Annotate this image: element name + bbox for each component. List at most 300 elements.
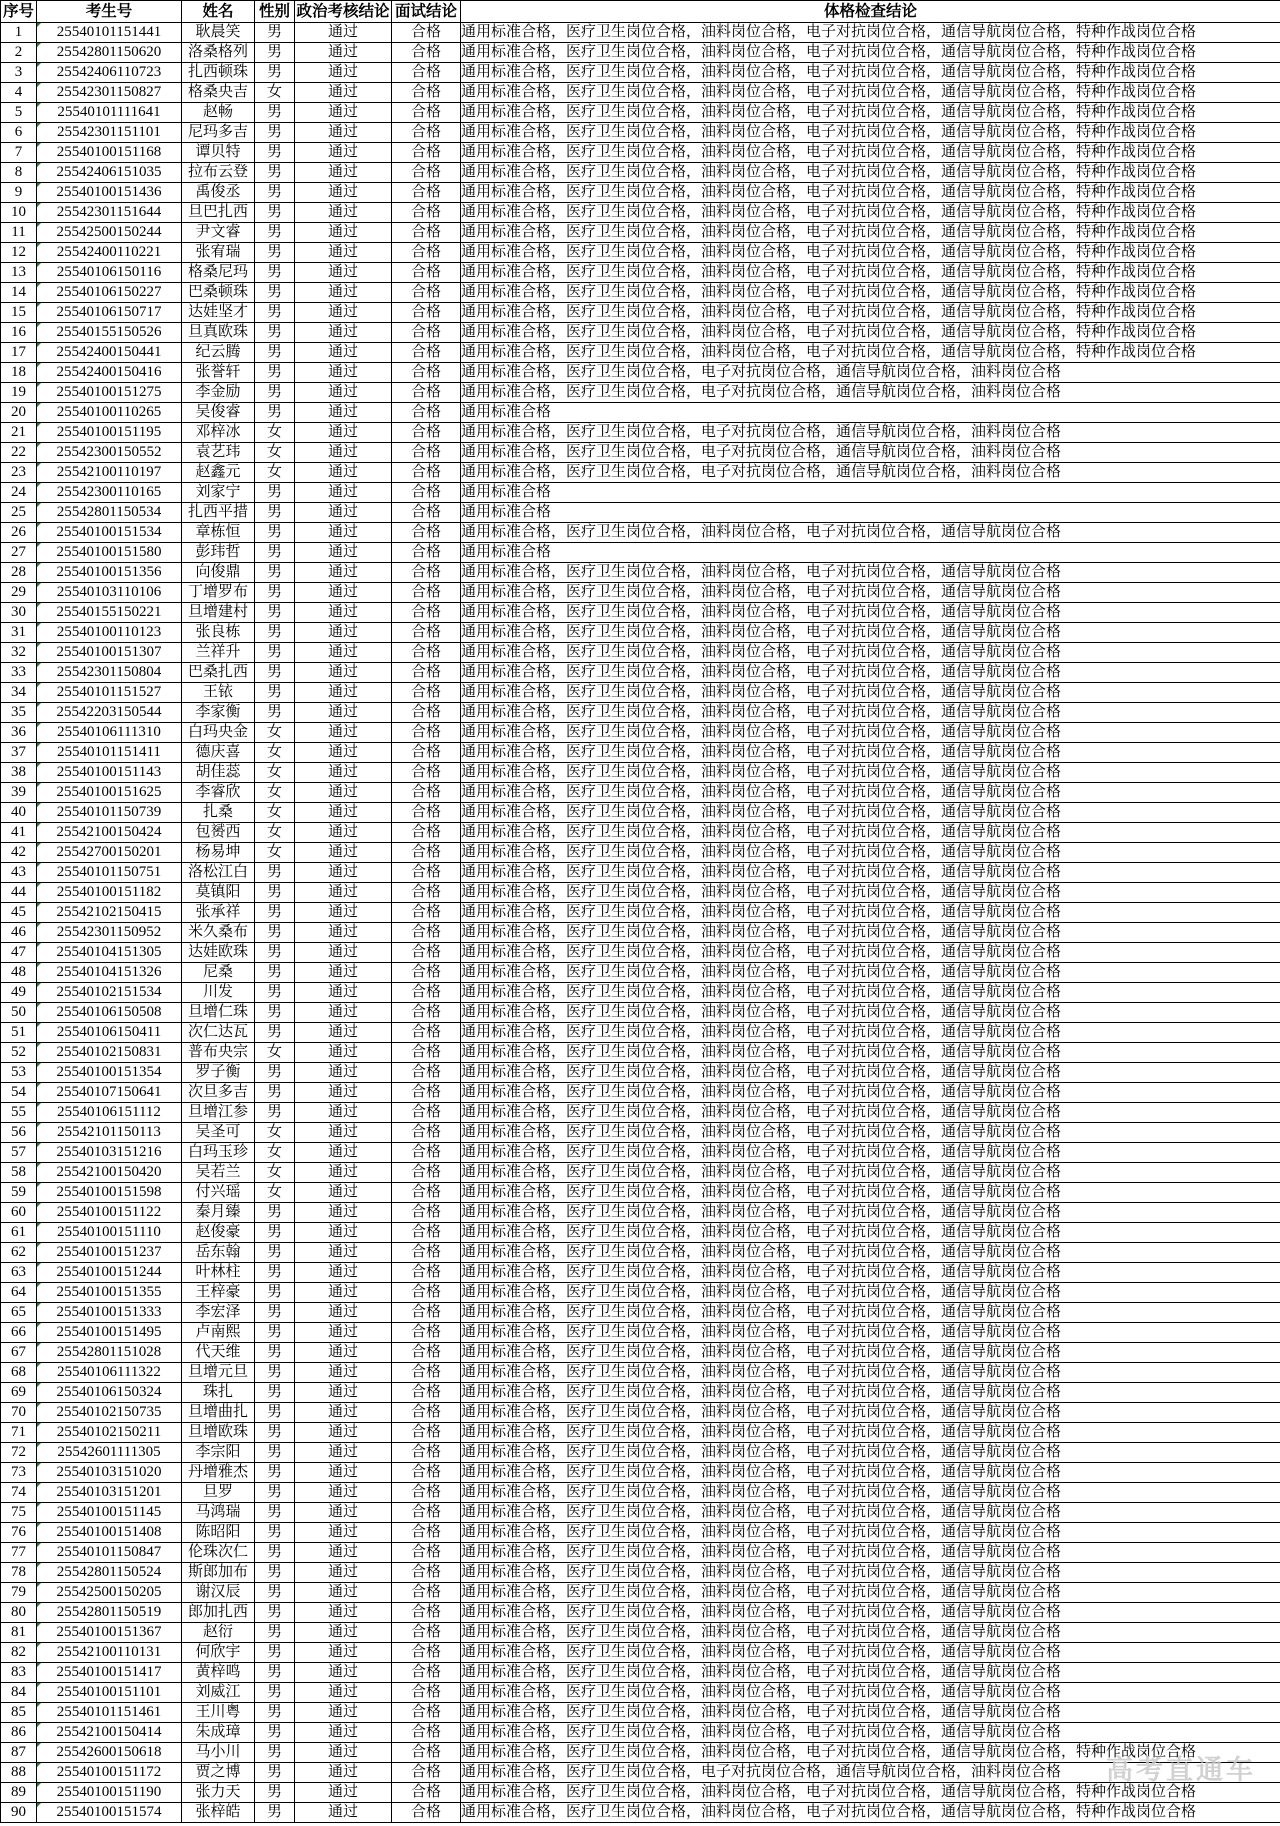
text-number-warning-icon — [37, 823, 41, 827]
table-row — [1, 1803, 1280, 1823]
cell-candidate-id: 25540106151112 — [37, 1103, 182, 1123]
table-row — [1, 103, 1280, 123]
cell-gender: 男 — [255, 983, 295, 1003]
cell-candidate-name: 张良栋 — [182, 623, 255, 643]
cell-gender: 男 — [255, 1783, 295, 1803]
cell-candidate-name: 旦增欧珠 — [182, 1423, 255, 1443]
cell-physical-exam-conclusion: 通用标准合格，医疗卫生岗位合格，油料岗位合格，电子对抗岗位合格，通信导航岗位合格，特种作战岗位合格 — [461, 203, 1280, 223]
cell-physical-exam-conclusion: 通用标准合格，医疗卫生岗位合格，油料岗位合格，电子对抗岗位合格，通信导航岗位合格 — [461, 523, 1280, 543]
cell-interview-result: 合格 — [392, 263, 461, 283]
cell-candidate-id: 25540100151495 — [37, 1323, 182, 1343]
cell-sequence-number: 23 — [1, 463, 37, 483]
cell-candidate-name: 白玛央金 — [182, 723, 255, 743]
cell-candidate-name: 耿晨笑 — [182, 23, 255, 43]
text-number-warning-icon — [37, 143, 41, 147]
cell-political-review-result: 通过 — [295, 1323, 392, 1343]
cell-sequence-number: 89 — [1, 1783, 37, 1803]
cell-candidate-name: 向俊鼎 — [182, 563, 255, 583]
cell-physical-exam-conclusion: 通用标准合格 — [461, 483, 1280, 503]
text-number-warning-icon — [37, 203, 41, 207]
cell-interview-result: 合格 — [392, 1683, 461, 1703]
cell-physical-exam-conclusion: 通用标准合格，医疗卫生岗位合格，油料岗位合格，电子对抗岗位合格，通信导航岗位合格 — [461, 843, 1280, 863]
table-row — [1, 403, 1280, 423]
cell-physical-exam-conclusion: 通用标准合格，医疗卫生岗位合格，油料岗位合格，电子对抗岗位合格，通信导航岗位合格 — [461, 1543, 1280, 1563]
cell-physical-exam-conclusion: 通用标准合格，医疗卫生岗位合格，油料岗位合格，电子对抗岗位合格，通信导航岗位合格 — [461, 643, 1280, 663]
table-row — [1, 1763, 1280, 1783]
cell-candidate-name: 赵鑫元 — [182, 463, 255, 483]
cell-sequence-number: 73 — [1, 1463, 37, 1483]
cell-sequence-number: 5 — [1, 103, 37, 123]
text-number-warning-icon — [37, 263, 41, 267]
cell-gender: 男 — [255, 363, 295, 383]
cell-gender: 男 — [255, 1203, 295, 1223]
table-row — [1, 1743, 1280, 1763]
text-number-warning-icon — [37, 1563, 41, 1567]
cell-sequence-number: 85 — [1, 1703, 37, 1723]
cell-candidate-name: 旦真欧珠 — [182, 323, 255, 343]
cell-political-review-result: 通过 — [295, 1203, 392, 1223]
cell-candidate-name: 旦增建村 — [182, 603, 255, 623]
table-row — [1, 583, 1280, 603]
cell-candidate-name: 丁增罗布 — [182, 583, 255, 603]
cell-candidate-name: 洛松江白 — [182, 863, 255, 883]
cell-candidate-id: 25540100151598 — [37, 1183, 182, 1203]
cell-physical-exam-conclusion: 通用标准合格，医疗卫生岗位合格，油料岗位合格，电子对抗岗位合格，通信导航岗位合格 — [461, 1463, 1280, 1483]
cell-sequence-number: 72 — [1, 1443, 37, 1463]
cell-candidate-id: 25540100151417 — [37, 1663, 182, 1683]
cell-physical-exam-conclusion: 通用标准合格，医疗卫生岗位合格，油料岗位合格，电子对抗岗位合格，通信导航岗位合格 — [461, 803, 1280, 823]
cell-interview-result: 合格 — [392, 203, 461, 223]
cell-sequence-number: 35 — [1, 703, 37, 723]
cell-interview-result: 合格 — [392, 843, 461, 863]
cell-sequence-number: 21 — [1, 423, 37, 443]
cell-candidate-id: 25540104151326 — [37, 963, 182, 983]
cell-physical-exam-conclusion: 通用标准合格，医疗卫生岗位合格，油料岗位合格，电子对抗岗位合格，通信导航岗位合格 — [461, 743, 1280, 763]
cell-physical-exam-conclusion: 通用标准合格，医疗卫生岗位合格，油料岗位合格，电子对抗岗位合格，通信导航岗位合格 — [461, 923, 1280, 943]
column-header-seq: 序号 — [1, 1, 37, 23]
cell-candidate-name: 白玛玉珍 — [182, 1143, 255, 1163]
cell-gender: 女 — [255, 823, 295, 843]
text-number-warning-icon — [37, 543, 41, 547]
table-row — [1, 523, 1280, 543]
text-number-warning-icon — [37, 1543, 41, 1547]
text-number-warning-icon — [37, 423, 41, 427]
text-number-warning-icon — [37, 463, 41, 467]
cell-interview-result: 合格 — [392, 343, 461, 363]
cell-sequence-number: 75 — [1, 1503, 37, 1523]
cell-gender: 男 — [255, 1243, 295, 1263]
table-row — [1, 1043, 1280, 1063]
cell-gender: 女 — [255, 763, 295, 783]
table-row — [1, 1403, 1280, 1423]
cell-interview-result: 合格 — [392, 163, 461, 183]
table-row — [1, 283, 1280, 303]
cell-physical-exam-conclusion: 通用标准合格，医疗卫生岗位合格，油料岗位合格，电子对抗岗位合格，通信导航岗位合格 — [461, 1323, 1280, 1343]
cell-candidate-name: 张宥瑞 — [182, 243, 255, 263]
cell-physical-exam-conclusion: 通用标准合格，医疗卫生岗位合格，油料岗位合格，电子对抗岗位合格，通信导航岗位合格，特种作战岗位合格 — [461, 63, 1280, 83]
cell-physical-exam-conclusion: 通用标准合格，医疗卫生岗位合格，油料岗位合格，电子对抗岗位合格，通信导航岗位合格，特种作战岗位合格 — [461, 1803, 1280, 1823]
cell-candidate-name: 扎桑 — [182, 803, 255, 823]
cell-interview-result: 合格 — [392, 863, 461, 883]
text-number-warning-icon — [37, 1043, 41, 1047]
cell-gender: 男 — [255, 1603, 295, 1623]
cell-political-review-result: 通过 — [295, 1023, 392, 1043]
cell-gender: 男 — [255, 63, 295, 83]
cell-gender: 男 — [255, 643, 295, 663]
cell-candidate-id: 25540100151354 — [37, 1063, 182, 1083]
cell-physical-exam-conclusion: 通用标准合格，医疗卫生岗位合格，油料岗位合格，电子对抗岗位合格，通信导航岗位合格，特种作战岗位合格 — [461, 263, 1280, 283]
cell-physical-exam-conclusion: 通用标准合格，医疗卫生岗位合格，油料岗位合格，电子对抗岗位合格，通信导航岗位合格 — [461, 863, 1280, 883]
cell-candidate-name: 丹增雅杰 — [182, 1463, 255, 1483]
text-number-warning-icon — [37, 1263, 41, 1267]
text-number-warning-icon — [37, 1103, 41, 1107]
cell-candidate-name: 李金励 — [182, 383, 255, 403]
cell-candidate-id: 25542203150544 — [37, 703, 182, 723]
table-row — [1, 1263, 1280, 1283]
cell-political-review-result: 通过 — [295, 1643, 392, 1663]
cell-sequence-number: 63 — [1, 1263, 37, 1283]
cell-sequence-number: 17 — [1, 343, 37, 363]
cell-physical-exam-conclusion: 通用标准合格，医疗卫生岗位合格，油料岗位合格，电子对抗岗位合格，通信导航岗位合格 — [461, 1123, 1280, 1143]
text-number-warning-icon — [37, 1303, 41, 1307]
cell-candidate-id: 25542100150420 — [37, 1163, 182, 1183]
text-number-warning-icon — [37, 943, 41, 947]
cell-gender: 女 — [255, 1043, 295, 1063]
cell-gender: 男 — [255, 863, 295, 883]
cell-gender: 男 — [255, 703, 295, 723]
cell-interview-result: 合格 — [392, 43, 461, 63]
cell-candidate-id: 25540100151143 — [37, 763, 182, 783]
cell-interview-result: 合格 — [392, 1043, 461, 1063]
cell-interview-result: 合格 — [392, 963, 461, 983]
cell-physical-exam-conclusion: 通用标准合格，医疗卫生岗位合格，油料岗位合格，电子对抗岗位合格，通信导航岗位合格 — [461, 943, 1280, 963]
cell-political-review-result: 通过 — [295, 1303, 392, 1323]
cell-candidate-name: 张誉轩 — [182, 363, 255, 383]
cell-sequence-number: 8 — [1, 163, 37, 183]
cell-gender: 男 — [255, 43, 295, 63]
table-row — [1, 543, 1280, 563]
cell-gender: 男 — [255, 1703, 295, 1723]
cell-interview-result: 合格 — [392, 463, 461, 483]
text-number-warning-icon — [37, 1463, 41, 1467]
cell-sequence-number: 67 — [1, 1343, 37, 1363]
cell-candidate-name: 陈昭阳 — [182, 1523, 255, 1543]
cell-political-review-result: 通过 — [295, 483, 392, 503]
cell-candidate-id: 25542101150113 — [37, 1123, 182, 1143]
cell-interview-result: 合格 — [392, 1503, 461, 1523]
cell-candidate-name: 何欣宇 — [182, 1643, 255, 1663]
cell-gender: 男 — [255, 1563, 295, 1583]
cell-political-review-result: 通过 — [295, 1543, 392, 1563]
text-number-warning-icon — [37, 1443, 41, 1447]
cell-interview-result: 合格 — [392, 1383, 461, 1403]
cell-interview-result: 合格 — [392, 1463, 461, 1483]
cell-political-review-result: 通过 — [295, 1463, 392, 1483]
table-row — [1, 623, 1280, 643]
cell-candidate-id: 25540100151534 — [37, 523, 182, 543]
cell-physical-exam-conclusion: 通用标准合格，医疗卫生岗位合格，油料岗位合格，电子对抗岗位合格，通信导航岗位合格 — [461, 1403, 1280, 1423]
cell-political-review-result: 通过 — [295, 563, 392, 583]
cell-sequence-number: 52 — [1, 1043, 37, 1063]
cell-physical-exam-conclusion: 通用标准合格，医疗卫生岗位合格，油料岗位合格，电子对抗岗位合格，通信导航岗位合格，特种作战岗位合格 — [461, 123, 1280, 143]
cell-sequence-number: 86 — [1, 1723, 37, 1743]
cell-political-review-result: 通过 — [295, 163, 392, 183]
cell-candidate-name: 德庆喜 — [182, 743, 255, 763]
text-number-warning-icon — [37, 1723, 41, 1727]
table-row — [1, 1063, 1280, 1083]
column-header-political-review: 政治考核结论 — [295, 1, 392, 23]
cell-physical-exam-conclusion: 通用标准合格，医疗卫生岗位合格，电子对抗岗位合格，通信导航岗位合格，油料岗位合格 — [461, 1763, 1280, 1783]
cell-sequence-number: 3 — [1, 63, 37, 83]
cell-candidate-name: 伦珠次仁 — [182, 1543, 255, 1563]
cell-physical-exam-conclusion: 通用标准合格，医疗卫生岗位合格，油料岗位合格，电子对抗岗位合格，通信导航岗位合格 — [461, 1423, 1280, 1443]
cell-interview-result: 合格 — [392, 1323, 461, 1343]
cell-candidate-id: 25542400150441 — [37, 343, 182, 363]
cell-physical-exam-conclusion: 通用标准合格 — [461, 503, 1280, 523]
cell-sequence-number: 49 — [1, 983, 37, 1003]
cell-candidate-id: 25540101151411 — [37, 743, 182, 763]
cell-interview-result: 合格 — [392, 1243, 461, 1263]
cell-candidate-id: 25540100151110 — [37, 1223, 182, 1243]
cell-candidate-name: 旦巴扎西 — [182, 203, 255, 223]
cell-sequence-number: 68 — [1, 1363, 37, 1383]
cell-political-review-result: 通过 — [295, 1803, 392, 1823]
cell-candidate-name: 扎西平措 — [182, 503, 255, 523]
table-body — [1, 23, 1280, 1823]
cell-political-review-result: 通过 — [295, 1283, 392, 1303]
cell-interview-result: 合格 — [392, 723, 461, 743]
table-row — [1, 183, 1280, 203]
cell-gender: 女 — [255, 423, 295, 443]
cell-political-review-result: 通过 — [295, 663, 392, 683]
cell-candidate-id: 25542100150414 — [37, 1723, 182, 1743]
cell-sequence-number: 26 — [1, 523, 37, 543]
cell-gender: 男 — [255, 883, 295, 903]
cell-gender: 女 — [255, 803, 295, 823]
cell-political-review-result: 通过 — [295, 1703, 392, 1723]
cell-interview-result: 合格 — [392, 543, 461, 563]
cell-candidate-name: 王铱 — [182, 683, 255, 703]
text-number-warning-icon — [37, 403, 41, 407]
cell-political-review-result: 通过 — [295, 1523, 392, 1543]
cell-candidate-id: 25540107150641 — [37, 1083, 182, 1103]
cell-candidate-name: 刘威江 — [182, 1683, 255, 1703]
cell-sequence-number: 6 — [1, 123, 37, 143]
cell-candidate-name: 米久桑布 — [182, 923, 255, 943]
cell-interview-result: 合格 — [392, 1183, 461, 1203]
cell-interview-result: 合格 — [392, 483, 461, 503]
cell-candidate-id: 25540101150739 — [37, 803, 182, 823]
cell-interview-result: 合格 — [392, 1583, 461, 1603]
cell-political-review-result: 通过 — [295, 1123, 392, 1143]
cell-political-review-result: 通过 — [295, 723, 392, 743]
cell-physical-exam-conclusion: 通用标准合格，医疗卫生岗位合格，电子对抗岗位合格，通信导航岗位合格，油料岗位合格 — [461, 423, 1280, 443]
text-number-warning-icon — [37, 183, 41, 187]
text-number-warning-icon — [37, 1223, 41, 1227]
table-row — [1, 823, 1280, 843]
text-number-warning-icon — [37, 1483, 41, 1487]
cell-interview-result: 合格 — [392, 943, 461, 963]
cell-interview-result: 合格 — [392, 1423, 461, 1443]
table-row — [1, 1123, 1280, 1143]
cell-political-review-result: 通过 — [295, 1723, 392, 1743]
text-number-warning-icon — [37, 363, 41, 367]
cell-political-review-result: 通过 — [295, 963, 392, 983]
cell-candidate-id: 25540101151461 — [37, 1703, 182, 1723]
cell-sequence-number: 66 — [1, 1323, 37, 1343]
table-row — [1, 643, 1280, 663]
cell-candidate-name: 扎西顿珠 — [182, 63, 255, 83]
table-row — [1, 243, 1280, 263]
cell-candidate-id: 25540100110123 — [37, 623, 182, 643]
cell-interview-result: 合格 — [392, 83, 461, 103]
cell-interview-result: 合格 — [392, 1223, 461, 1243]
cell-political-review-result: 通过 — [295, 1183, 392, 1203]
cell-candidate-name: 杨易坤 — [182, 843, 255, 863]
cell-candidate-name: 张承祥 — [182, 903, 255, 923]
cell-interview-result: 合格 — [392, 303, 461, 323]
cell-political-review-result: 通过 — [295, 1503, 392, 1523]
cell-political-review-result: 通过 — [295, 1483, 392, 1503]
cell-candidate-id: 25540103151020 — [37, 1463, 182, 1483]
text-number-warning-icon — [37, 1183, 41, 1187]
cell-political-review-result: 通过 — [295, 143, 392, 163]
cell-candidate-id: 25542400110221 — [37, 243, 182, 263]
cell-gender: 男 — [255, 1543, 295, 1563]
cell-physical-exam-conclusion: 通用标准合格，医疗卫生岗位合格，油料岗位合格，电子对抗岗位合格，通信导航岗位合格 — [461, 1443, 1280, 1463]
cell-sequence-number: 34 — [1, 683, 37, 703]
cell-gender: 男 — [255, 203, 295, 223]
watermark: 高考直通车 — [1106, 1755, 1256, 1785]
cell-political-review-result: 通过 — [295, 1383, 392, 1403]
cell-candidate-id: 25540103110106 — [37, 583, 182, 603]
cell-candidate-id: 25540100151172 — [37, 1763, 182, 1783]
cell-physical-exam-conclusion: 通用标准合格，医疗卫生岗位合格，油料岗位合格，电子对抗岗位合格，通信导航岗位合格，特种作战岗位合格 — [461, 23, 1280, 43]
cell-sequence-number: 77 — [1, 1543, 37, 1563]
cell-political-review-result: 通过 — [295, 1223, 392, 1243]
cell-political-review-result: 通过 — [295, 1243, 392, 1263]
cell-candidate-name: 拉布云登 — [182, 163, 255, 183]
cell-candidate-id: 25542601111305 — [37, 1443, 182, 1463]
table-row — [1, 1483, 1280, 1503]
table-row — [1, 863, 1280, 883]
cell-political-review-result: 通过 — [295, 403, 392, 423]
cell-interview-result: 合格 — [392, 1563, 461, 1583]
cell-political-review-result: 通过 — [295, 43, 392, 63]
cell-political-review-result: 通过 — [295, 1083, 392, 1103]
cell-political-review-result: 通过 — [295, 23, 392, 43]
table-row — [1, 323, 1280, 343]
cell-physical-exam-conclusion: 通用标准合格，医疗卫生岗位合格，油料岗位合格，电子对抗岗位合格，通信导航岗位合格，特种作战岗位合格 — [461, 103, 1280, 123]
cell-gender: 男 — [255, 223, 295, 243]
cell-political-review-result: 通过 — [295, 1783, 392, 1803]
cell-candidate-id: 25540102151534 — [37, 983, 182, 1003]
cell-gender: 女 — [255, 1123, 295, 1143]
table-row — [1, 1623, 1280, 1643]
text-number-warning-icon — [37, 383, 41, 387]
cell-candidate-id: 25540100110265 — [37, 403, 182, 423]
cell-candidate-name: 尹文睿 — [182, 223, 255, 243]
text-number-warning-icon — [37, 1323, 41, 1327]
cell-interview-result: 合格 — [392, 903, 461, 923]
cell-gender: 男 — [255, 1523, 295, 1543]
cell-candidate-id: 25540101151527 — [37, 683, 182, 703]
cell-sequence-number: 71 — [1, 1423, 37, 1443]
cell-political-review-result: 通过 — [295, 1623, 392, 1643]
cell-candidate-name: 川发 — [182, 983, 255, 1003]
cell-gender: 男 — [255, 563, 295, 583]
cell-gender: 女 — [255, 783, 295, 803]
cell-sequence-number: 46 — [1, 923, 37, 943]
cell-interview-result: 合格 — [392, 523, 461, 543]
cell-candidate-id: 25540100151408 — [37, 1523, 182, 1543]
cell-candidate-name: 邓梓冰 — [182, 423, 255, 443]
table-row — [1, 943, 1280, 963]
cell-sequence-number: 10 — [1, 203, 37, 223]
cell-political-review-result: 通过 — [295, 243, 392, 263]
table-row — [1, 923, 1280, 943]
cell-candidate-name: 彭玮哲 — [182, 543, 255, 563]
table-row — [1, 903, 1280, 923]
cell-political-review-result: 通过 — [295, 603, 392, 623]
cell-political-review-result: 通过 — [295, 883, 392, 903]
cell-gender: 男 — [255, 1643, 295, 1663]
cell-political-review-result: 通过 — [295, 1403, 392, 1423]
table-row — [1, 303, 1280, 323]
table-row — [1, 1003, 1280, 1023]
cell-candidate-id: 25542400150416 — [37, 363, 182, 383]
cell-political-review-result: 通过 — [295, 803, 392, 823]
cell-sequence-number: 78 — [1, 1563, 37, 1583]
text-number-warning-icon — [37, 283, 41, 287]
cell-candidate-name: 代天维 — [182, 1343, 255, 1363]
cell-gender: 男 — [255, 543, 295, 563]
cell-political-review-result: 通过 — [295, 523, 392, 543]
cell-physical-exam-conclusion: 通用标准合格，医疗卫生岗位合格，油料岗位合格，电子对抗岗位合格，通信导航岗位合格 — [461, 1223, 1280, 1243]
cell-sequence-number: 80 — [1, 1603, 37, 1623]
table-row — [1, 1563, 1280, 1583]
cell-physical-exam-conclusion: 通用标准合格，医疗卫生岗位合格，油料岗位合格，电子对抗岗位合格，通信导航岗位合格 — [461, 1343, 1280, 1363]
cell-political-review-result: 通过 — [295, 1743, 392, 1763]
cell-candidate-id: 25542301150827 — [37, 83, 182, 103]
cell-political-review-result: 通过 — [295, 1663, 392, 1683]
cell-gender: 男 — [255, 963, 295, 983]
cell-candidate-name: 秦月臻 — [182, 1203, 255, 1223]
cell-gender: 男 — [255, 303, 295, 323]
cell-interview-result: 合格 — [392, 1063, 461, 1083]
cell-interview-result: 合格 — [392, 1283, 461, 1303]
text-number-warning-icon — [37, 1083, 41, 1087]
cell-political-review-result: 通过 — [295, 83, 392, 103]
cell-interview-result: 合格 — [392, 363, 461, 383]
cell-political-review-result: 通过 — [295, 463, 392, 483]
cell-sequence-number: 24 — [1, 483, 37, 503]
cell-physical-exam-conclusion: 通用标准合格，医疗卫生岗位合格，油料岗位合格，电子对抗岗位合格，通信导航岗位合格 — [461, 1203, 1280, 1223]
cell-sequence-number: 20 — [1, 403, 37, 423]
cell-sequence-number: 29 — [1, 583, 37, 603]
cell-physical-exam-conclusion: 通用标准合格，医疗卫生岗位合格，油料岗位合格，电子对抗岗位合格，通信导航岗位合格 — [461, 1103, 1280, 1123]
table-row — [1, 123, 1280, 143]
cell-political-review-result: 通过 — [295, 303, 392, 323]
text-number-warning-icon — [37, 1063, 41, 1067]
cell-candidate-id: 25540100151625 — [37, 783, 182, 803]
table-row — [1, 223, 1280, 243]
cell-sequence-number: 61 — [1, 1223, 37, 1243]
cell-interview-result: 合格 — [392, 583, 461, 603]
table-row — [1, 443, 1280, 463]
table-row — [1, 1523, 1280, 1543]
cell-physical-exam-conclusion: 通用标准合格，医疗卫生岗位合格，油料岗位合格，电子对抗岗位合格，通信导航岗位合格 — [461, 963, 1280, 983]
